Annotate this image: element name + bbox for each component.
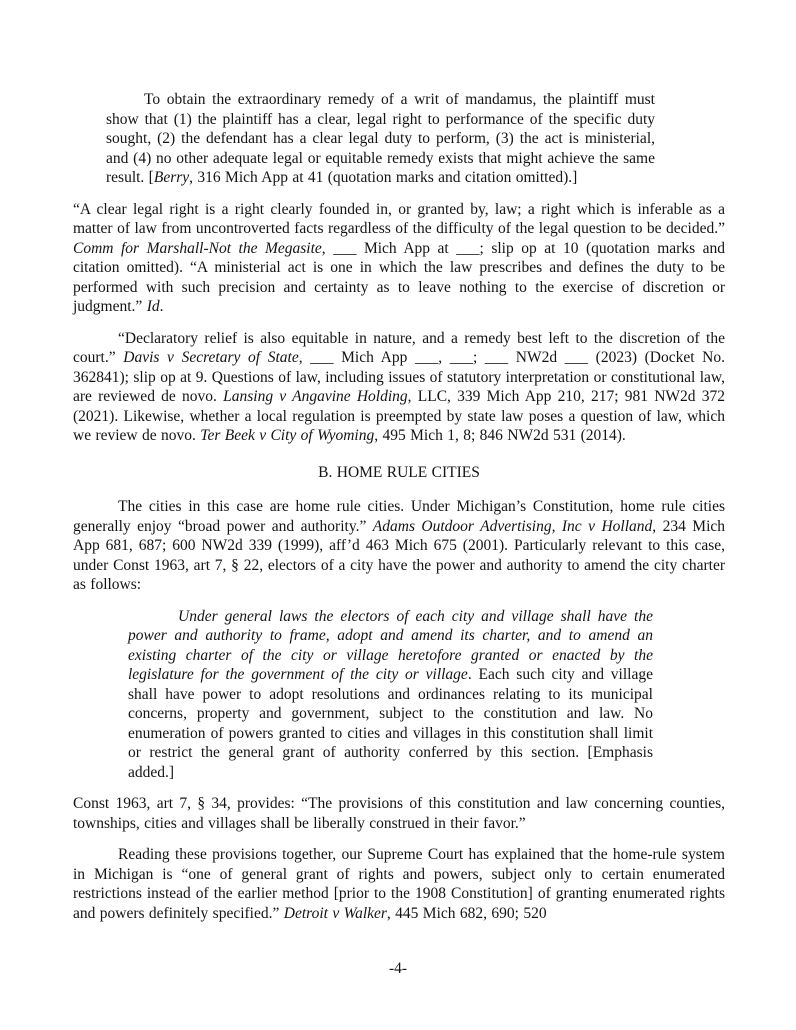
quote-text-emphasized: Under general laws the electors of each city and village shall have the power and authority to frame, adopt and amend its charter, and to amend an existing charter of the city or village heretofore granted or enacted by the legislature for the government of the city or village xyxy=(128,607,653,683)
case-citation-detroit-v-walker: Detroit v Walker xyxy=(283,904,387,922)
paragraph-reading-provisions xyxy=(73,845,725,923)
case-citation-lansing: Lansing v Angavine Holding xyxy=(223,388,408,405)
section-heading-home-rule-cities: B. HOME RULE CITIES xyxy=(318,463,480,481)
blockquote-mandamus-standard xyxy=(106,90,655,188)
body-text: , LLC, 339 Mich App 210, 217; 981 NW2d 372 (2021). Likewise, whether a local regulation is preempted by state law poses a question of law, which we review de novo. xyxy=(73,388,725,444)
body-text: , ___ Mich App ___, ___; ___ NW2d ___ (2023) (Docket No. 362841); slip op at 9. Questions of law, including issues of statutory interpretation or constitutional law, are reviewed de novo. xyxy=(73,349,726,405)
quote-text: , 316 Mich App at 41 (quotation marks and citation omitted).] xyxy=(189,169,578,186)
body-text: , 495 Mich 1, 8; 846 NW2d 531 (2014). xyxy=(374,427,626,444)
case-citation-davis: Davis v Secretary of State xyxy=(123,349,299,366)
body-text: Reading these provisions together, our Supreme Court has explained that the home-rule system in Michigan is “one of general grant of rights and powers, subject only to certain enumerated restrictions instead of the earlier method [prior to the 1908 Constitution] of granting enumerated rights and powers definitely specified.” xyxy=(73,846,725,922)
paragraph-declaratory-relief xyxy=(73,329,725,446)
paragraph-clear-legal-right xyxy=(73,200,725,317)
body-text: Const 1963, art 7, § 34, provides: “The provisions of this constitution and law concerning counties, townships, cities and villages shall be liberally construed in their favor.” xyxy=(73,795,725,832)
opinion-body xyxy=(73,90,725,935)
body-text: , 445 Mich 682, 690; 520 xyxy=(386,904,547,922)
quote-text: To obtain the extraordinary remedy of a writ of mandamus, the plaintiff must show that (1) the plaintiff has a clear, legal right to performance of the specific duty sought, (2) the defendant has a clear legal duty to perform, (3) the act is ministerial, and (4) no other adequate legal or equitable remedy exists that might achieve the same result. [ xyxy=(106,91,655,186)
case-citation-ter-beek: Ter Beek v City of Wyoming xyxy=(200,427,375,444)
blockquote-const-art7-s22 xyxy=(128,607,653,783)
body-text: The cities in this case are home rule cities. Under Michigan’s Constitution, home rule cities generally enjoy “broad power and authority.” xyxy=(73,498,725,535)
case-citation-adams-outdoor: Adams Outdoor Advertising, Inc v Holland xyxy=(372,517,653,535)
body-text: “Declaratory relief is also equitable in nature, and a remedy best left to the discretion of the court.” xyxy=(73,329,725,366)
case-citation-comm-for-marshall: Comm for Marshall-Not the Megasite xyxy=(73,239,322,257)
case-citation-id: Id xyxy=(146,298,160,315)
paragraph-const-art7-s34 xyxy=(73,794,725,833)
body-text: , ___ Mich App at ___; slip op at 10 (quotation marks and citation omitted). “A ministerial act is one in which the law prescribes and defines the duty to be performed with such precision and certainty as to leave nothing to the exercise of discretion or judgment.” xyxy=(73,239,725,315)
case-citation-berry: Berry xyxy=(153,169,190,186)
page-number: -4- xyxy=(388,960,408,977)
quote-text: . Each such city and village shall have power to adopt resolutions and ordinances relating to its municipal concerns, property and government, subject to the constitution and law. No enumeration of powers granted to cities and villages in this constitution shall limit or restrict the general grant of authority conferred by this section. [Emphasis added.] xyxy=(128,666,653,781)
body-text: , 234 Mich App 681, 687; 600 NW2d 339 (1999), aff’d 463 Mich 675 (2001). Particularly relevant to this case, under Const 1963, art 7, § 22, electors of a city have the power and authority to amend the city charter as follows: xyxy=(73,517,726,593)
paragraph-home-rule-cities xyxy=(73,497,725,595)
body-text: “A clear legal right is a right clearly founded in, or granted by, law; a right which is inferable as a matter of law from uncontroverted facts regardless of the difficulty of the legal question to be decided.” xyxy=(73,200,725,237)
body-text: . xyxy=(159,298,164,315)
